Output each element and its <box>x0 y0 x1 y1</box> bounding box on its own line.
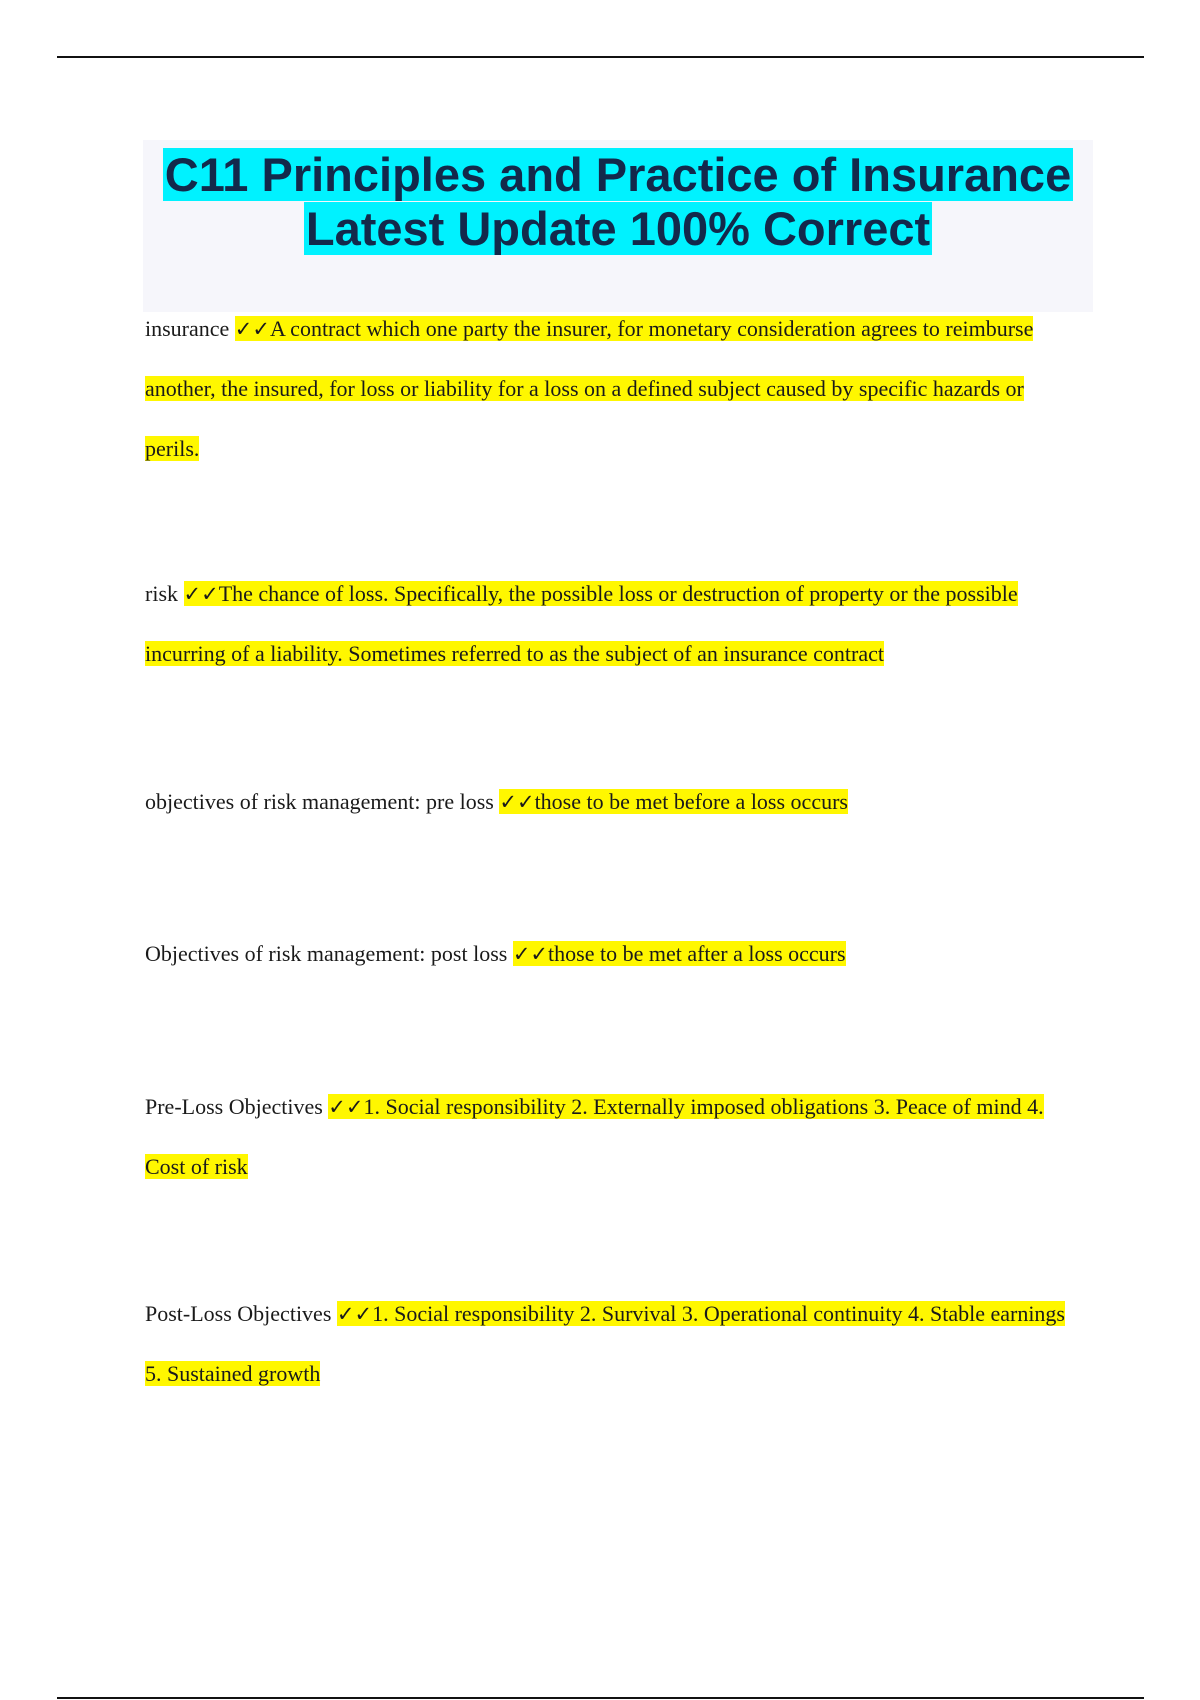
entry-term: Post-Loss Objectives <box>145 1301 337 1326</box>
document-title: C11 Principles and Practice of Insurance Latest Update 100% Correct <box>164 148 1072 255</box>
double-check-icon: ✓✓ <box>328 1095 364 1119</box>
entry-definition: ✓✓A contract which one party the insurer, for monetary consideration agrees to reimburse another, the insured, for loss or liability for a loss on a defined subject caused by specific hazards or perils. <box>145 316 1034 461</box>
double-check-icon: ✓✓ <box>183 582 219 606</box>
double-check-icon: ✓✓ <box>234 317 270 341</box>
entry-term: objectives of risk management: pre loss <box>145 789 500 814</box>
entry-term: Pre-Loss Objectives <box>145 1094 329 1119</box>
double-check-icon: ✓✓ <box>499 790 535 814</box>
flashcard-entry <box>145 772 1075 832</box>
entry-definition: ✓✓1. Social responsibility 2. Externally imposed obligations 3. Peace of mind 4. Cost of risk <box>145 1094 1044 1179</box>
entry-definition: ✓✓those to be met after a loss occurs <box>512 941 846 966</box>
title-block <box>143 140 1093 312</box>
entry-definition: ✓✓those to be met before a loss occurs <box>499 789 848 814</box>
double-check-icon: ✓✓ <box>512 942 549 966</box>
entry-term: Objectives of risk management: post loss <box>145 941 513 966</box>
entry-term: risk <box>145 581 184 606</box>
flashcard-entry <box>145 1284 1075 1404</box>
flashcard-entry <box>145 299 1075 479</box>
entry-term: insurance <box>145 316 235 341</box>
flashcard-entry <box>145 564 1075 684</box>
double-check-icon: ✓✓ <box>336 1302 373 1326</box>
bottom-rule <box>57 1697 1144 1699</box>
flashcard-entry <box>145 924 1075 984</box>
entry-definition: ✓✓The chance of loss. Specifically, the possible loss or destruction of property or the possible incurring of a liability. Sometimes referred to as the subject of an insurance contract <box>145 581 1018 666</box>
top-rule <box>57 56 1144 58</box>
flashcard-entry <box>145 1077 1075 1197</box>
entry-definition: ✓✓1. Social responsibility 2. Survival 3. Operational continuity 4. Stable earnings 5. Sustained growth <box>145 1301 1065 1386</box>
